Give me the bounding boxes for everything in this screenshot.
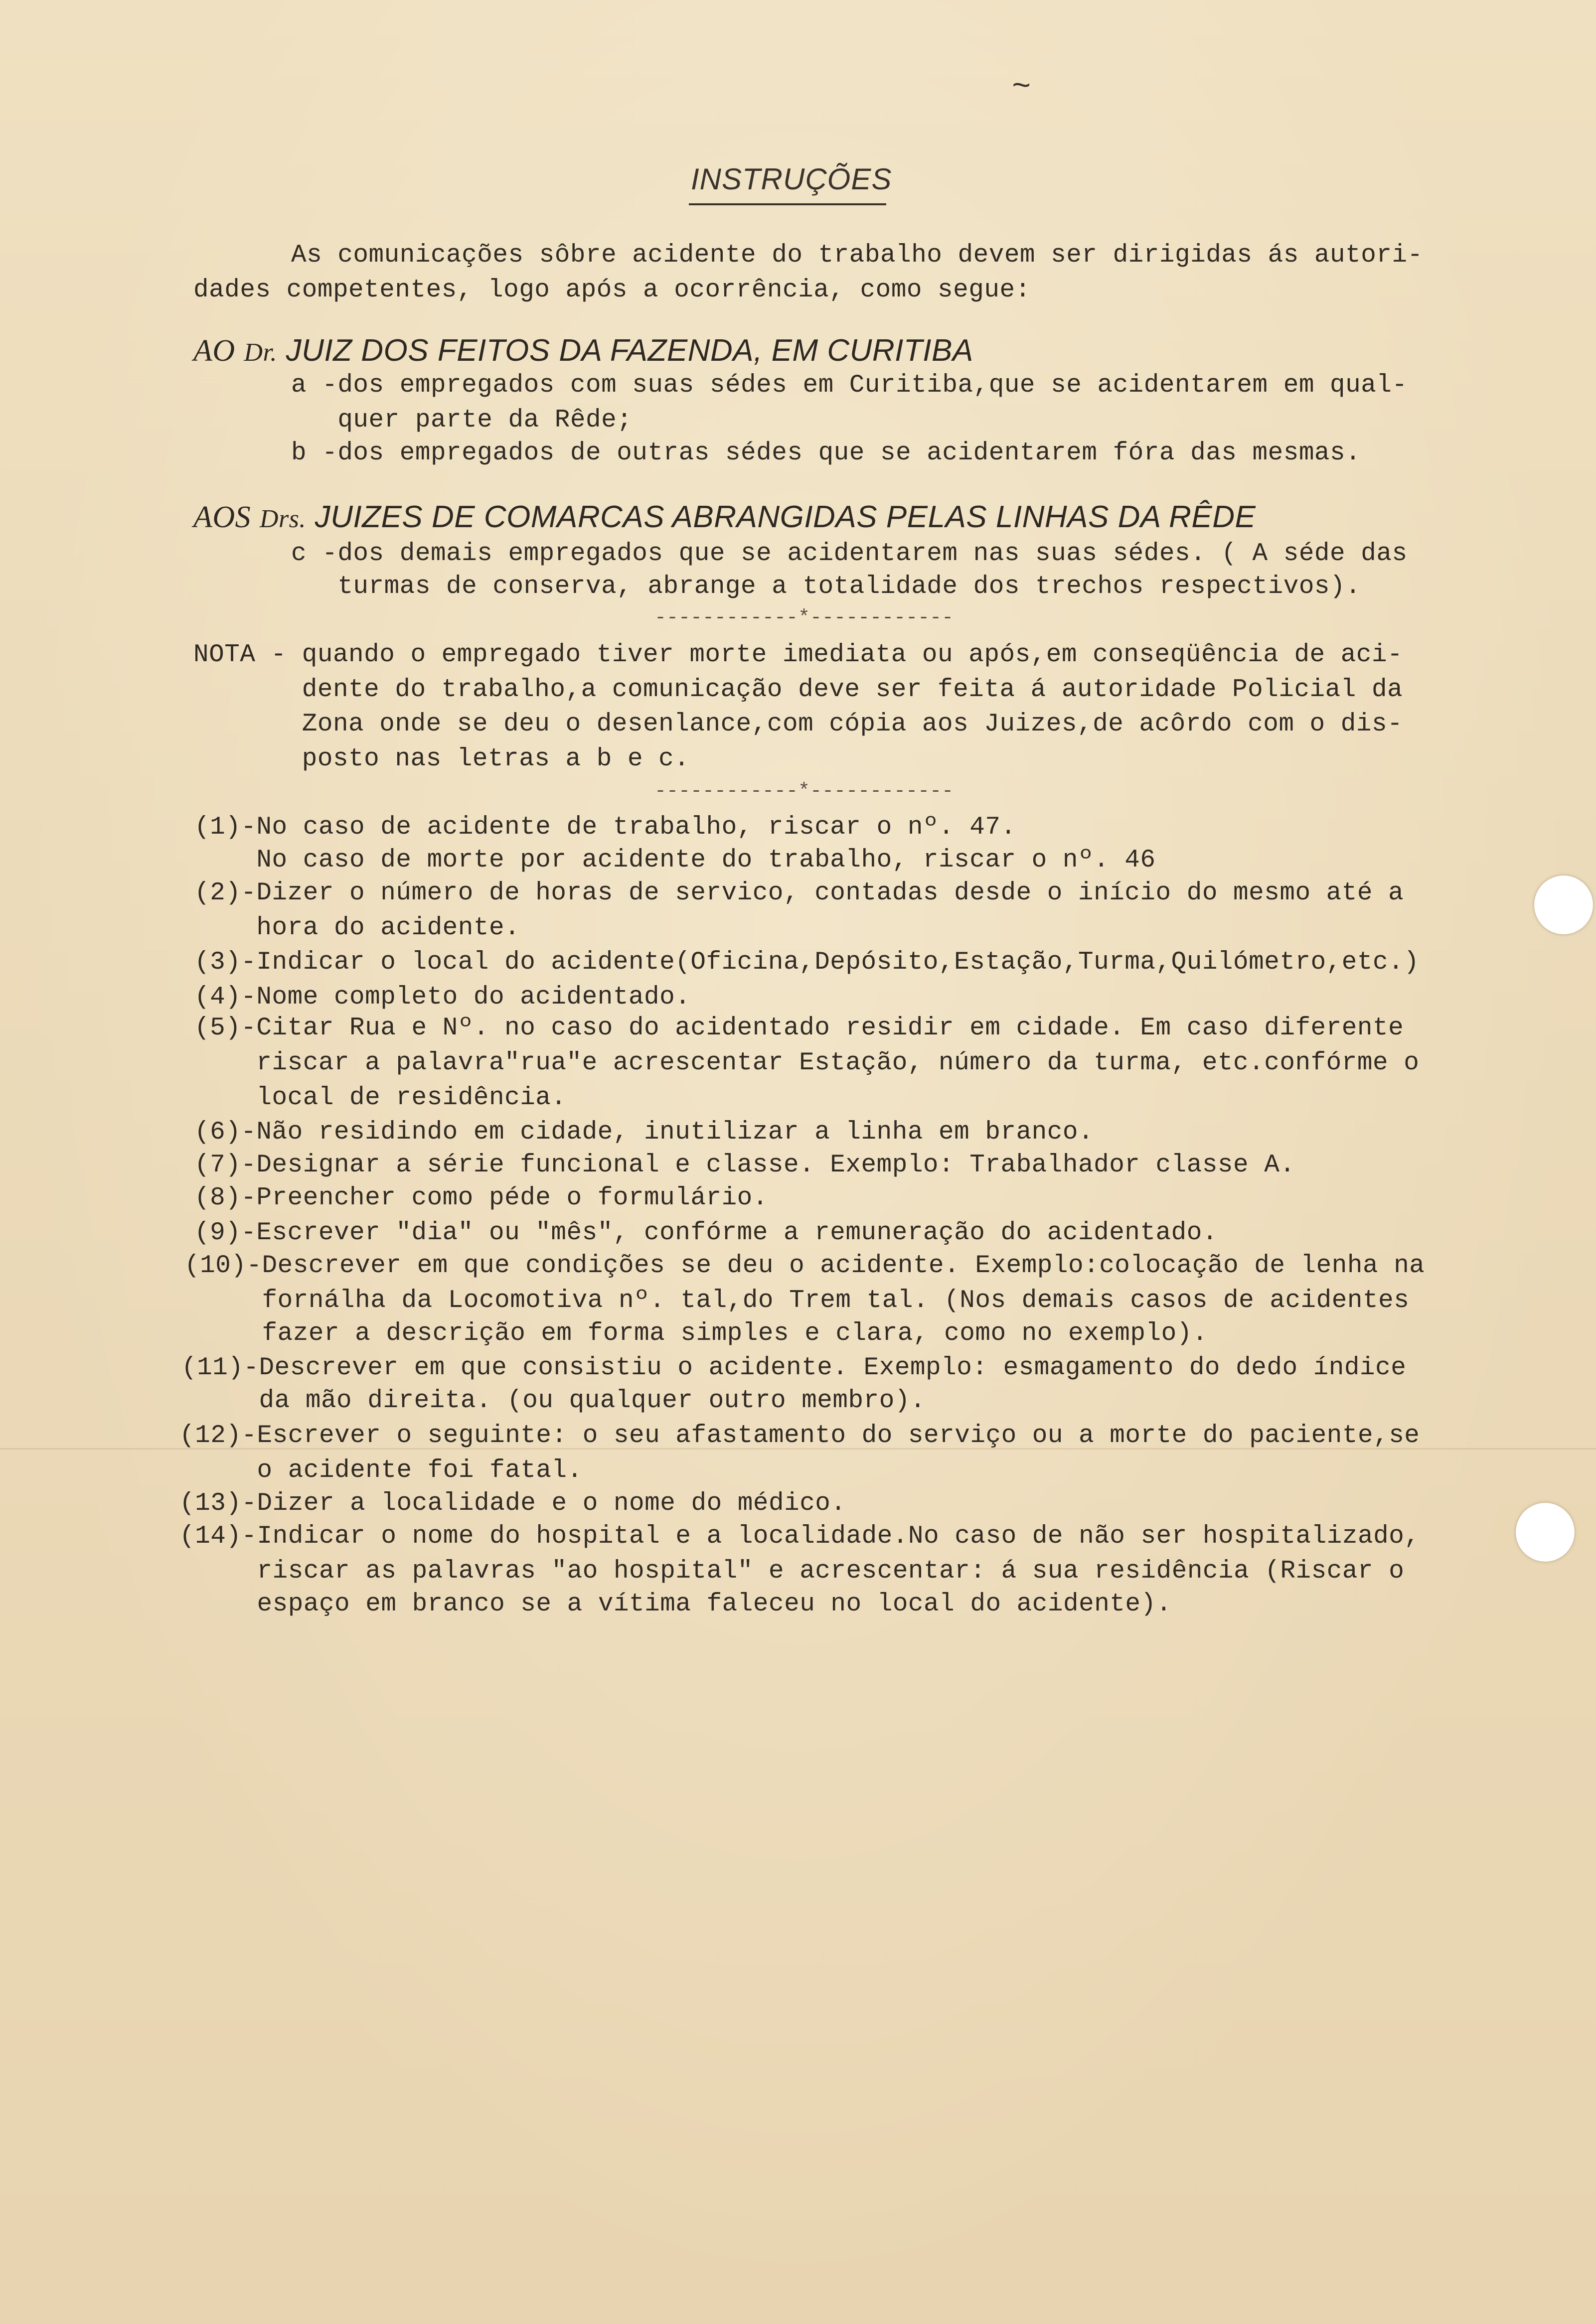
section1-item-line-3: b -dos empregados de outras sédes que se acidentarem fóra das mesmas.: [291, 439, 1361, 467]
instruction-line-13: (9)-Escrever "dia" ou "mês", confórme a remuneração do acidentado.: [194, 1219, 1218, 1247]
instruction-line-19: (12)-Escrever o seguinte: o seu afastamento do serviço ou a morte do paciente,se: [179, 1422, 1420, 1450]
page-title: INSTRUÇÕES: [691, 162, 892, 196]
section2-heading: [193, 499, 1256, 535]
instruction-line-8: riscar a palavra"rua"e acrescentar Estação, número da turma, etc.confórme o: [194, 1049, 1420, 1077]
instruction-line-10: (6)-Não residindo em cidade, inutilizar a linha em branco.: [194, 1118, 1094, 1147]
section1-honorific: Dr.: [244, 338, 277, 367]
top-handwritten-mark: ~: [1012, 70, 1031, 106]
section1-item-line-2: quer parte da Rêde;: [291, 406, 633, 435]
intro-line-2: dades competentes, logo após a ocorrência, como segue:: [193, 276, 1031, 304]
instruction-line-20: o acidente foi fatal.: [179, 1456, 583, 1485]
section2-honorific: Drs.: [259, 505, 306, 533]
instruction-line-5: (3)-Indicar o local do acidente(Oficina,Depósito,Estação,Turma,Quilómetro,etc.): [194, 948, 1420, 977]
section1-heading: [193, 333, 973, 369]
instruction-line-21: (13)-Dizer a localidade e o nome do médico.: [179, 1489, 846, 1518]
instruction-line-4: hora do acidente.: [194, 914, 520, 942]
nota-line-3: Zona onde se deu o desenlance,com cópia aos Juizes,de acôrdo com o dis-: [193, 710, 1403, 738]
section1-item-line-1: a -dos empregados com suas sédes em Curitiba,que se acidentarem em qual-: [291, 371, 1408, 400]
section2-prefix: AOS: [193, 500, 251, 534]
title-underline: [689, 203, 886, 205]
instruction-line-6: (4)-Nome completo do acidentado.: [194, 983, 691, 1012]
section1-prefix: AO: [193, 334, 235, 368]
separator-1: ------------*------------: [654, 607, 954, 629]
instruction-line-7: (5)-Citar Rua e Nº. no caso do acidentado residir em cidade. Em caso diferente: [194, 1014, 1404, 1042]
instruction-line-16: fazer a descrição em forma simples e clara, como no exemplo).: [184, 1319, 1208, 1348]
instruction-line-2: No caso de morte por acidente do trabalho, riscar o nº. 46: [194, 846, 1156, 874]
instruction-line-11: (7)-Designar a série funcional e classe. Exemplo: Trabalhador classe A.: [194, 1151, 1295, 1179]
section2-item-line-1: c -dos demais empregados que se acidentarem nas suas sédes. ( A séde das: [291, 540, 1408, 568]
nota-line-2: dente do trabalho,a comunicação deve ser feita á autoridade Policial da: [193, 676, 1403, 704]
instruction-line-14: (10)-Descrever em que condições se deu o acidente. Exemplo:colocação de lenha na: [184, 1252, 1425, 1280]
instruction-line-12: (8)-Preencher como péde o formulário.: [194, 1184, 768, 1212]
instruction-line-23: riscar as palavras "ao hospital" e acrescentar: á sua residência (Riscar o: [179, 1557, 1405, 1586]
section2-item-line-2: turmas de conserva, abrange a totalidade dos trechos respectivos).: [291, 573, 1361, 601]
punch-hole-lower: [1516, 1503, 1575, 1562]
separator-2: ------------*------------: [654, 780, 954, 803]
instruction-line-3: (2)-Dizer o número de horas de servico, contadas desde o início do mesmo até a: [194, 879, 1404, 907]
instruction-line-9: local de residência.: [194, 1084, 567, 1112]
section2-heading-text: JUIZES DE COMARCAS ABRANGIDAS PELAS LINHAS DA RÊDE: [315, 500, 1256, 534]
nota-line-4: posto nas letras a b e c.: [193, 745, 690, 773]
instruction-line-18: da mão direita. (ou qualquer outro membro).: [181, 1387, 926, 1415]
instruction-line-22: (14)-Indicar o nome do hospital e a localidade.No caso de não ser hospitalizado,: [179, 1522, 1420, 1551]
intro-line-1: As comunicações sôbre acidente do trabalho devem ser dirigidas ás autori-: [291, 241, 1423, 270]
instruction-line-1: (1)-No caso de acidente de trabalho, riscar o nº. 47.: [194, 813, 1016, 842]
section1-heading-text: JUIZ DOS FEITOS DA FAZENDA, EM CURITIBA: [286, 333, 973, 368]
punch-hole-upper: [1534, 875, 1593, 934]
nota-line-1: NOTA - quando o empregado tiver morte imediata ou após,em conseqüência de aci-: [193, 641, 1403, 669]
instruction-line-24: espaço em branco se a vítima faleceu no local do acidente).: [179, 1590, 1172, 1618]
instruction-line-17: (11)-Descrever em que consistiu o acidente. Exemplo: esmagamento do dedo índice: [181, 1354, 1407, 1382]
instruction-line-15: fornálha da Locomotiva nº. tal,do Trem tal. (Nos demais casos de acidentes: [184, 1287, 1410, 1315]
